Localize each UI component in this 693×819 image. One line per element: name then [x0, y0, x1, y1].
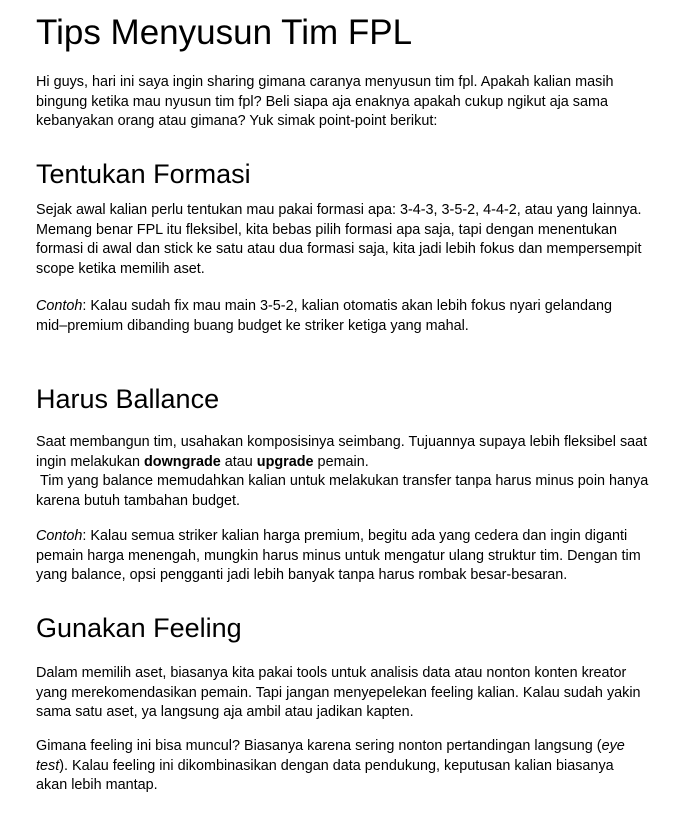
- text-fragment: atau: [220, 453, 257, 470]
- text-line: [36, 757, 664, 777]
- text-line: formasi di awal dan stick ke satu atau dua formasi saja, kita jadi lebih fokus dan mempersempit: [36, 241, 642, 257]
- text-line: bingung ketika mau nyusun tim fpl? Beli siapa aja enaknya apakah cukup ngikut aja sama: [36, 93, 608, 110]
- text-line: [36, 297, 664, 317]
- section1-example-paragraph: [36, 297, 664, 336]
- bold-term-downgrade: downgrade: [144, 453, 221, 470]
- text-fragment: ). Kalau feeling ini dikombinasikan dengan data pendukung, keputusan kalian biasanya: [59, 757, 614, 774]
- section-heading-tentukan-formasi: Tentukan Formasi: [36, 159, 251, 189]
- text-line: sama satu aset, ya langsung aja ambil atau jadikan kapten.: [36, 704, 414, 720]
- text-line: mid–premium dibanding buang budget ke striker ketiga yang mahal.: [36, 317, 469, 334]
- text-line: kebanyakan orang atau gimana? Yuk simak point-point berikut:: [36, 113, 438, 129]
- text-line: akan lebih mantap.: [36, 777, 158, 793]
- text-line: Memang benar FPL itu fleksibel, kita bebas pilih formasi apa saja, tapi dengan menentukan: [36, 221, 618, 238]
- italic-term: test: [36, 757, 60, 774]
- text-line: Dalam memilih aset, biasanya kita pakai tools untuk analisis data atau nonton konten kreator: [36, 665, 627, 681]
- text-line: yang balance, opsi pengganti jadi lebih banyak tanpa harus rombak besar-besaran.: [36, 567, 568, 583]
- section2-paragraph-1: [36, 433, 664, 511]
- example-label: Contoh: [36, 298, 83, 314]
- text-line: Saat membangun tim, usahakan komposisinya seimbang. Tujuannya supaya lebih fleksibel saat: [36, 434, 648, 450]
- text-fragment: : Kalau semua striker kalian harga premium, begitu ada yang cedera dan ingin diganti: [82, 528, 628, 544]
- text-line: [36, 453, 664, 473]
- text-line: Sejak awal kalian perlu tentukan mau pakai formasi apa: 3-4-3, 3-5-2, 4-4-2, atau yang lainnya.: [36, 202, 642, 218]
- section-heading-harus-ballance: Harus Ballance: [36, 384, 220, 414]
- section2-example-paragraph: [36, 527, 664, 586]
- text-line: [36, 527, 664, 547]
- text-line: pemain harga menengah, mungkin harus minus untuk mengatur ulang struktur tim. Dengan tim: [36, 547, 641, 564]
- page-title: Tips Menyusun Tim FPL: [36, 13, 413, 52]
- text-fragment: ingin melakukan: [36, 453, 144, 470]
- bold-term-upgrade: upgrade: [256, 453, 314, 470]
- text-line: [36, 737, 664, 757]
- example-label: Contoh: [36, 528, 83, 544]
- text-fragment: pemain.: [313, 453, 369, 470]
- text-fragment: Gimana feeling ini bisa muncul? Biasanya karena sering nonton pertandingan langsung (: [36, 738, 602, 754]
- text-line: Tim yang balance memudahkan kalian untuk melakukan transfer tanpa harus minus poin hanya: [36, 473, 649, 489]
- section-heading-gunakan-feeling: Gunakan Feeling: [36, 613, 242, 643]
- section3-paragraph-1: [36, 664, 664, 723]
- text-line: scope ketika memilih aset.: [36, 260, 205, 277]
- text-line: karena butuh tambahan budget.: [36, 492, 241, 509]
- section3-paragraph-2: [36, 737, 664, 796]
- text-line: Hi guys, hari ini saya ingin sharing gimana caranya menyusun tim fpl. Apakah kalian masih: [36, 74, 614, 90]
- intro-paragraph: [36, 73, 664, 132]
- text-line: yang merekomendasikan pemain. Tapi jangan menyepelekan feeling kalian. Kalau sudah yakin: [36, 684, 641, 701]
- italic-term: eye: [601, 738, 625, 754]
- text-fragment: : Kalau sudah fix mau main 3-5-2, kalian otomatis akan lebih fokus nyari gelandang: [82, 298, 612, 314]
- section1-paragraph-1: [36, 201, 664, 279]
